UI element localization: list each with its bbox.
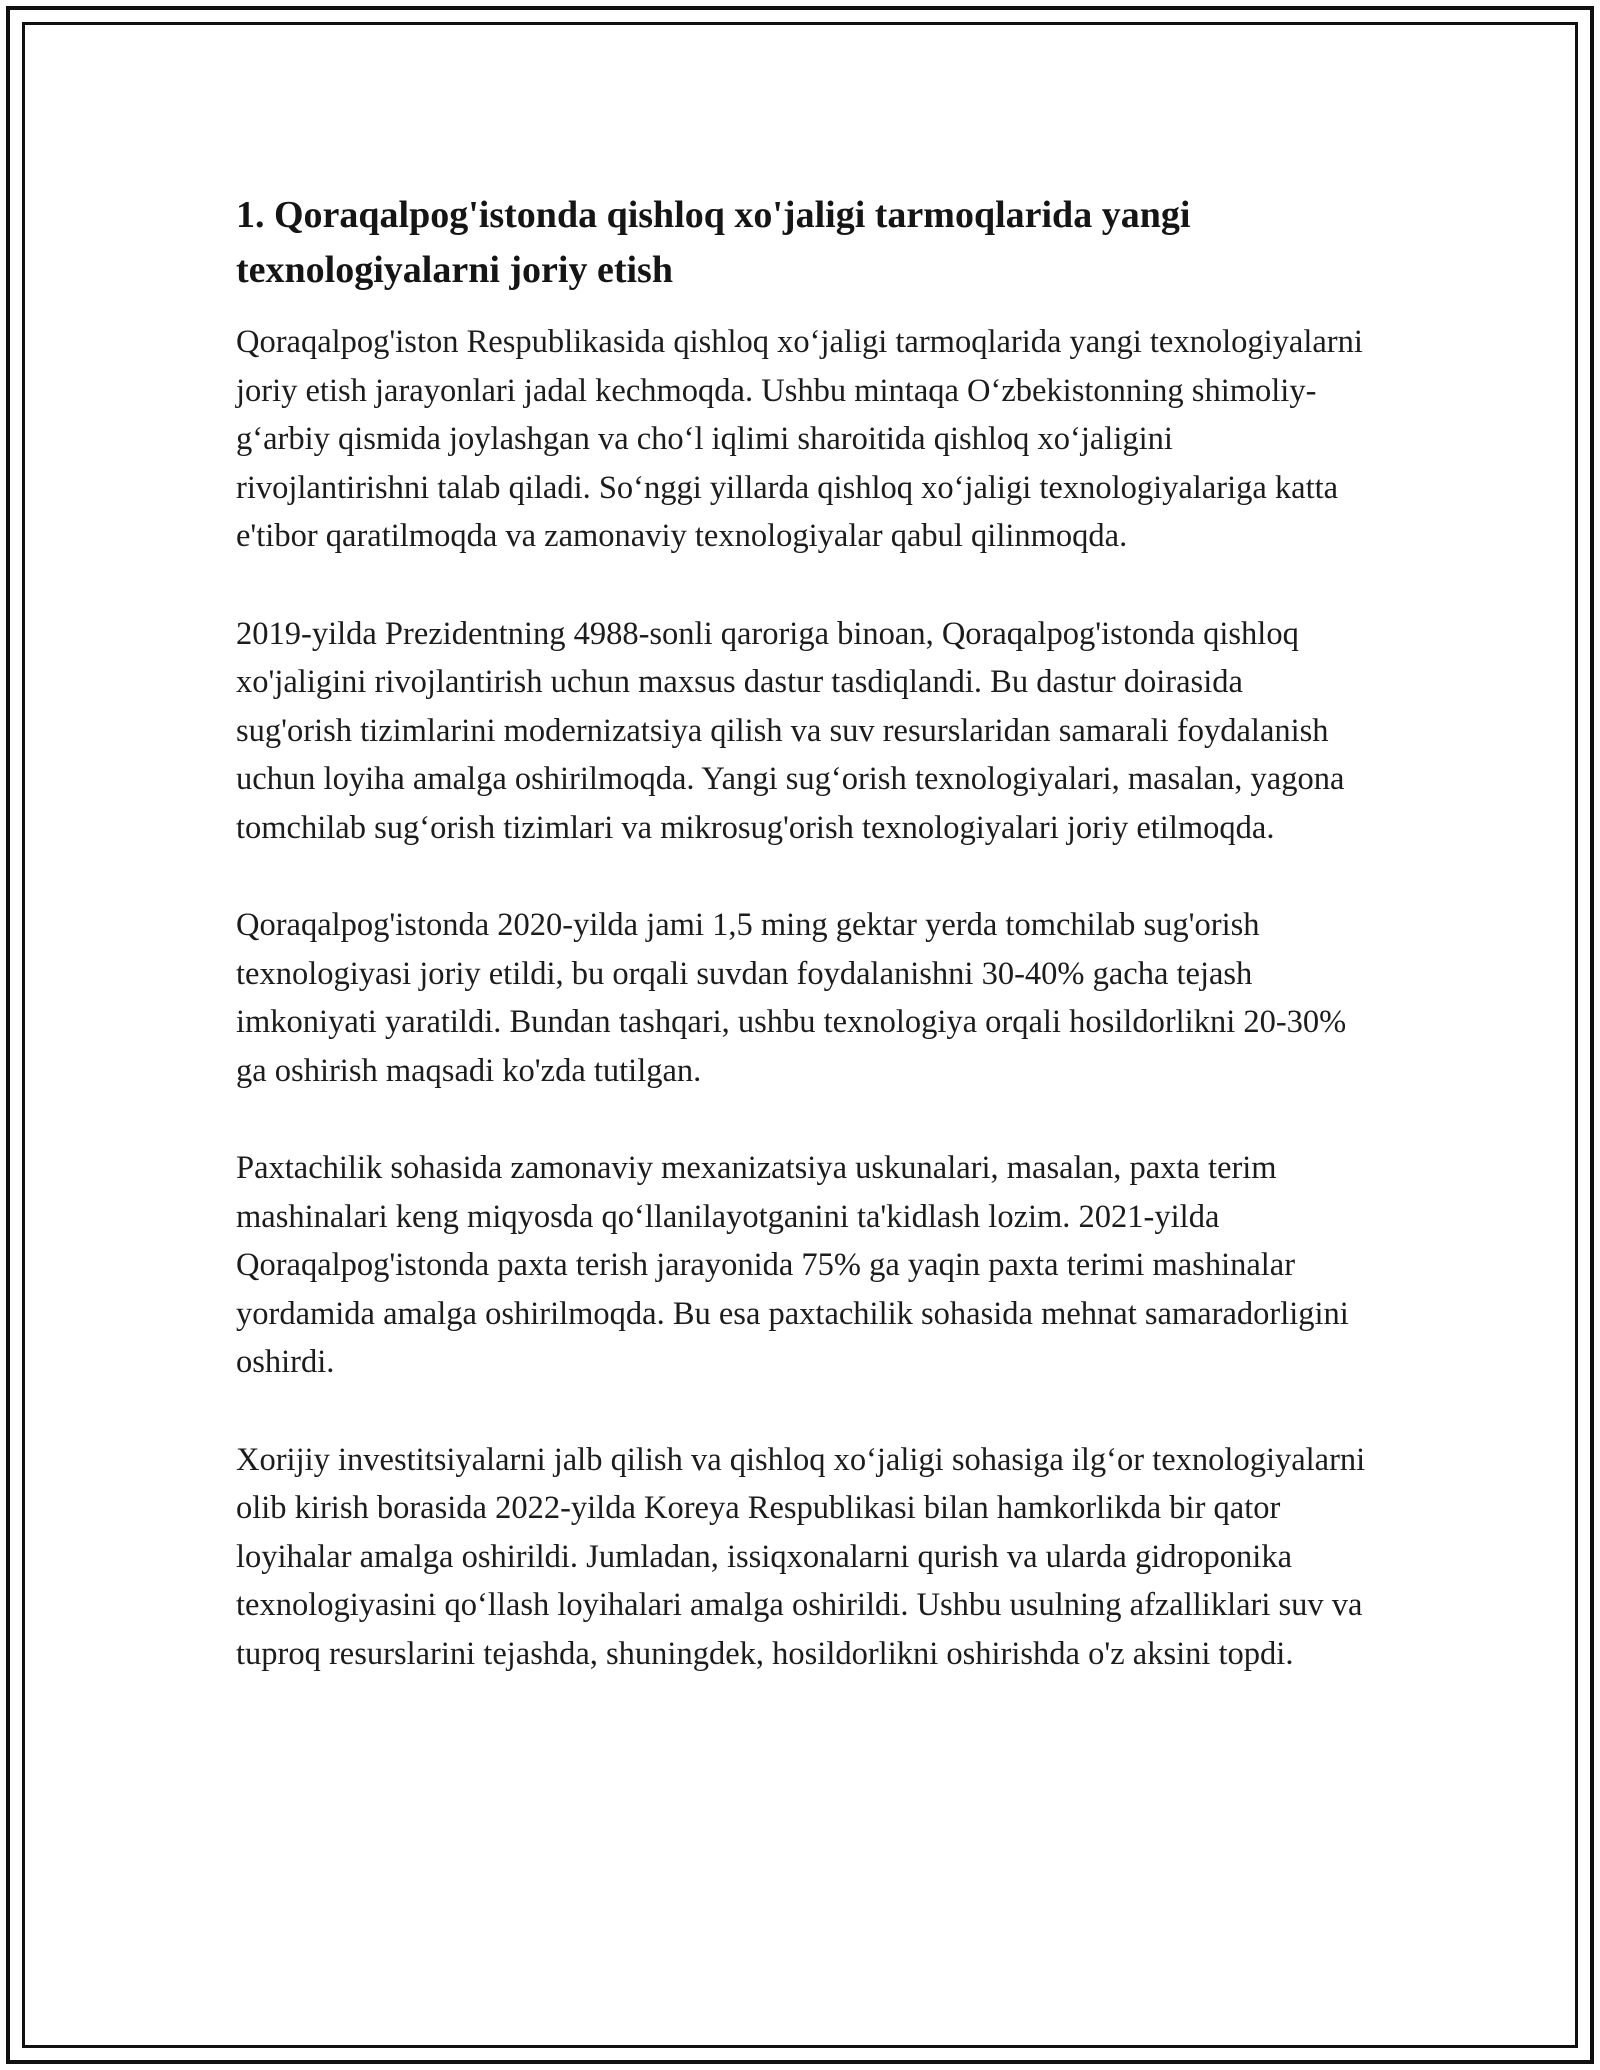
- paragraph-2019-program: 2019-yilda Prezidentning 4988-sonli qaroriga binoan, Qoraqalpog'istonda qishloq xo'jaligini rivojlantirish uchun maxsus dastur tasdiqlandi. Bu dastur doirasida sug'orish tizimlarini modernizatsiya qilish va suv resurslaridan samarali foydalanish uchun loyiha amalga oshirilmoqda. Yangi sug‘orish texnologiyalari, masalan, yagona tomchilab sug‘orish tizimlari va mikrosug'orish texnologiyalari joriy etilmoqda.: [236, 615, 1345, 846]
- paragraph-intro: Qoraqalpog'iston Respublikasida qishloq xo‘jaligi tarmoqlarida yangi texnologiyalarni joriy etish jarayonlari jadal kechmoqda. Ushbu mintaqa O‘zbekistonning shimoliy-g‘arbiy qismida joylashgan va cho‘l iqlimi sharoitida qishloq xo‘jaligini rivojlantirishni talab qiladi. So‘nggi yillarda qishloq xo‘jaligi texnologiyalariga katta e'tibor qaratilmoqda va zamonaviy texnologiyalar qabul qilinmoqda.: [236, 324, 1363, 554]
- paragraph-cotton-mechanization: Paxtachilik sohasida zamonaviy mexanizatsiya uskunalari, masalan, paxta terim mashinalari keng miqyosda qo‘llanilayotganini ta'kidlash lozim. 2021-yilda Qoraqalpog'istonda paxta terish jarayonida 75% ga yaqin paxta terimi mashinalar yordamida amalga oshirilmoqda. Bu esa paxtachilik sohasida mehnat samaradorligini oshirdi.: [236, 1150, 1349, 1380]
- section-heading: 1. Qoraqalpog'istonda qishloq xo'jaligi tarmoqlarida yangi texnologiyalarni joriy etish: [236, 194, 1191, 291]
- paragraph-foreign-investment: Xorijiy investitsiyalarni jalb qilish va qishloq xo‘jaligi sohasiga ilg‘or texnologiyalarni olib kirish borasida 2022-yilda Koreya Respublikasi bilan hamkorlikda bir qator loyihalar amalga oshirildi. Jumladan, issiqxonalarni qurish va ularda gidroponika texnologiyasini qo‘llash loyihalari amalga oshirildi. Ushbu usulning afzalliklari suv va tuproq resurslarini tejashda, shuningdek, hosildorlikni oshirishda o'z aksini topdi.: [236, 1441, 1366, 1672]
- paragraph-drip-irrigation: Qoraqalpog'istonda 2020-yilda jami 1,5 ming gektar yerda tomchilab sug'orish texnologiyasi joriy etildi, bu orqali suvdan foydalanishni 30-40% gacha tejash imkoniyati yaratildi. Bundan tashqari, ushbu texnologiya orqali hosildorlikni 20-30% ga oshirish maqsadi ko'zda tutilgan.: [236, 907, 1347, 1089]
- document-body: [236, 188, 1366, 1727]
